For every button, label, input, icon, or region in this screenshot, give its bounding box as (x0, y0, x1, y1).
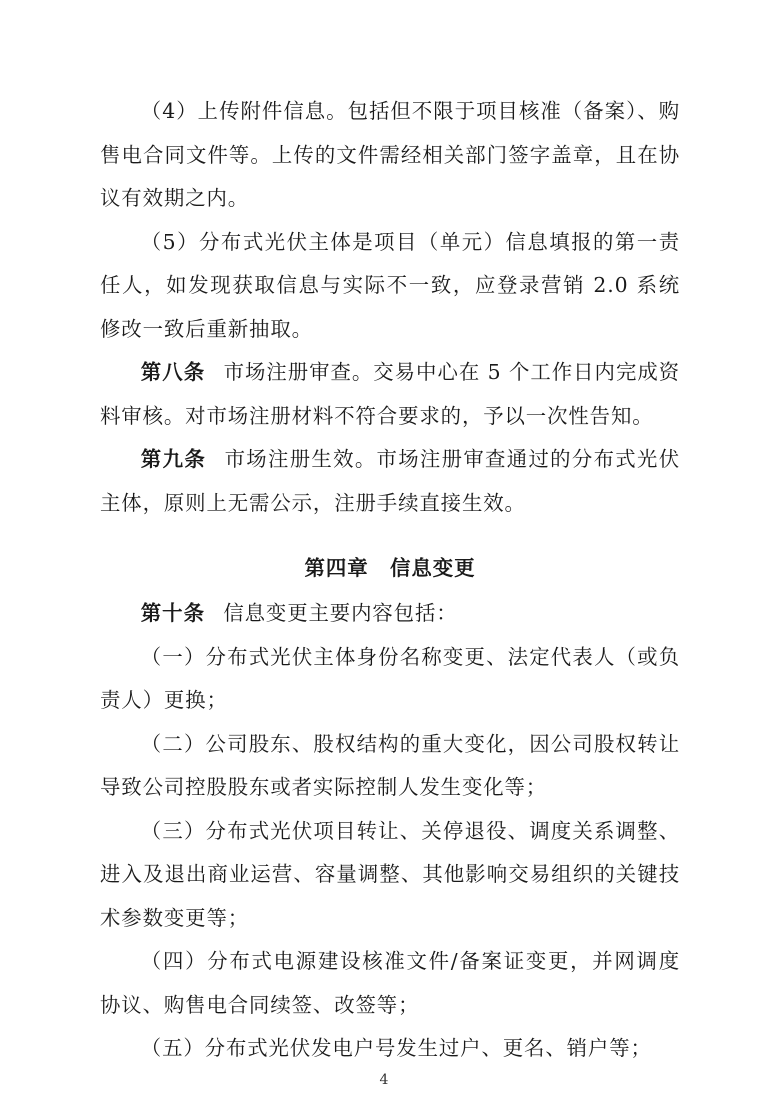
article-9-text: 市场注册生效。市场注册审查通过的分布式光伏主体，原则上无需公示，注册手续直接生效。 (100, 447, 680, 515)
article-8 (100, 351, 680, 438)
chapter-title: 第四章 信息变更 (304, 556, 476, 580)
page-number: 4 (379, 1072, 389, 1088)
list-item-4: （四）分布式电源建设核准文件/备案证变更，并网调度协议、购售电合同续签、改签等； (100, 949, 680, 1017)
list-item-2: （二）公司股东、股权结构的重大变化，因公司股权转让导致公司控股股东或者实际控制人发生变化等； (100, 731, 680, 799)
article-9 (100, 438, 680, 525)
article-10 (100, 592, 680, 636)
list-item-5: （五）分布式光伏发电户号发生过户、更名、销户等； (140, 1036, 652, 1060)
article-9-number: 第九条 (140, 447, 207, 471)
article-10-number: 第十条 (140, 601, 205, 625)
page-content (100, 90, 680, 1071)
list-item-1: （一）分布式光伏主体身份名称变更、法定代表人（或负责人）更换； (100, 644, 680, 712)
article-10-text: 信息变更主要内容包括： (223, 601, 458, 625)
paragraph-item-4: （4）上传附件信息。包括但不限于项目核准（备案）、购售电合同文件等。上传的文件需经相关部门签字盖章，且在协议有效期之内。 (100, 99, 680, 210)
list-item-3: （三）分布式光伏项目转让、关停退役、调度关系调整、进入及退出商业运营、容量调整、其他影响交易组织的关键技术参数变更等； (100, 818, 680, 930)
article-8-number: 第八条 (140, 360, 206, 384)
article-8-text: 市场注册审查。交易中心在 5 个工作日内完成资料审核。对市场注册材料不符合要求的，予以一次性告知。 (100, 360, 680, 428)
paragraph-item-5: （5）分布式光伏主体是项目（单元）信息填报的第一责任人，如发现获取信息与实际不一致，应登录营销 2.0 系统修改一致后重新抽取。 (100, 229, 680, 341)
